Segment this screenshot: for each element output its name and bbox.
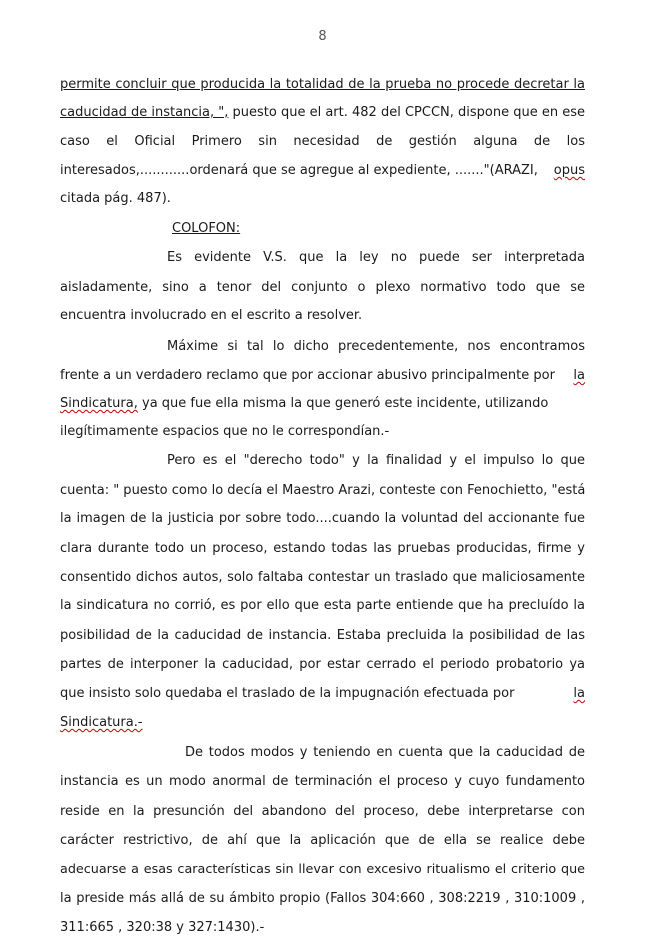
text-line <box>60 714 585 732</box>
text-line: Máxime si tal lo dicho precedentemente, nos encontramos <box>167 339 585 354</box>
text-line: la sindicatura no corrió, es por ello que esta parte entiende que ha precluído la <box>60 598 585 613</box>
text-line: adecuarse a esas características sin llevar con excesivo ritualismo el criterio que <box>60 862 585 877</box>
text-line <box>60 162 585 180</box>
spellcheck-word: Sindicatura, <box>60 396 138 411</box>
text-line: clara durante todo un proceso, estando todas las pruebas producidas, firme y <box>60 541 585 556</box>
text-line <box>60 395 585 413</box>
spellcheck-word: opus <box>553 163 585 178</box>
text-line: carácter restrictivo, de ahí que la aplicación que de ella se realice debe <box>60 833 585 848</box>
text-line: la imagen de la justicia por sobre todo....cuando la voluntad del accionante fue <box>60 511 585 526</box>
section-heading: COLOFON: <box>172 221 241 236</box>
text-line: caso el Oficial Primero sin necesidad de gestión alguna de los <box>60 134 585 149</box>
text-line: encuentra involucrado en el escrito a resolver. <box>60 308 363 323</box>
text-line: ilegítimamente espacios que no le correspondían.- <box>60 424 390 439</box>
text-line: De todos modos y teniendo en cuenta que la caducidad de <box>185 745 585 760</box>
text-line: reside en la presunción del abandono del proceso, debe interpretarse con <box>60 804 585 819</box>
text-line <box>60 685 585 703</box>
text-line: partes de interponer la caducidad, por estar cerrado el periodo probatorio ya <box>60 657 585 672</box>
text-line: 311:665 , 320:38 y 327:1430).- <box>60 920 265 935</box>
text-line <box>60 104 585 122</box>
text-fragment: puesto que el art. 482 del CPCCN, dispone que en ese <box>228 105 585 120</box>
text-fragment: frente a un verdadero reclamo que por accionar abusivo principalmente por <box>60 368 555 383</box>
text-line: instancia es un modo anormal de terminación el proceso y cuyo fundamento <box>60 774 585 789</box>
text-fragment: que insisto solo quedaba el traslado de la impugnación efectuada por <box>60 686 515 701</box>
text-line: cuenta: " puesto como lo decía el Maestro Arazi, conteste con Fenochietto, "está <box>60 483 586 498</box>
spellcheck-word: Sindicatura.- <box>60 715 143 730</box>
text-line: posibilidad de la caducidad de instancia. Estaba precluida la posibilidad de las <box>60 628 585 643</box>
underlined-text: caducidad de instancia, ", <box>60 105 229 120</box>
text-fragment: ya que fue ella misma la que generó este incidente, utilizando <box>137 396 549 411</box>
text-line: Es evidente V.S. que la ley no puede ser interpretada <box>167 250 585 265</box>
text-line: consentido dichos autos, solo faltaba contestar un traslado que maliciosamente <box>60 570 585 585</box>
text-line: citada pág. 487). <box>60 191 171 206</box>
text-fragment: interesados,............ordenará que se agregue al expediente, ......."(ARAZI, <box>60 163 538 178</box>
text-line: permite concluir que producida la totalidad de la prueba no procede decretar la <box>60 77 585 92</box>
text-line: Pero es el "derecho todo" y la finalidad y el impulso lo que <box>167 453 585 468</box>
page-number: 8 <box>318 29 327 44</box>
text-line: la preside más allá de su ámbito propio (Fallos 304:660 , 308:2219 , 310:1009 , <box>60 891 585 906</box>
text-line <box>60 367 585 385</box>
text-line: aisladamente, sino a tenor del conjunto o plexo normativo todo que se <box>60 280 585 295</box>
spellcheck-word: la <box>573 686 585 701</box>
spellcheck-word: la <box>573 368 585 383</box>
